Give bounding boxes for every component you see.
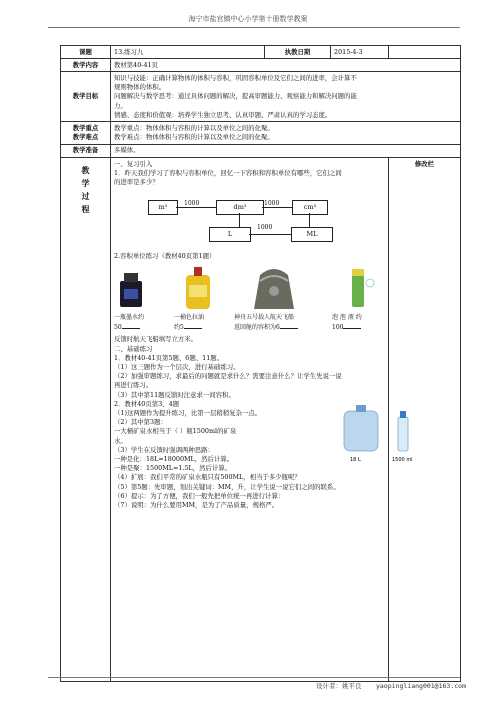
body-line: 一种是化：18L=18000ML，然后计算。 <box>114 454 234 463</box>
keypoints-value <box>111 122 461 144</box>
body-line: （2）加强审题练习，求最后的问题就是求什么？需要注意什么？让学生先说一说 <box>114 372 342 381</box>
body-line: 反馈时航天飞船填写立方米。 <box>114 335 198 344</box>
body-line: （7）说明：为什么要用MM，是为了产品质量，规格严。 <box>114 501 279 509</box>
keypoints-label <box>61 122 111 144</box>
product-illustrations <box>114 261 394 313</box>
process-label <box>61 158 111 682</box>
lesson-value: 13.练习九 <box>111 46 265 59</box>
body-line: （2）其中第3题： <box>114 418 167 427</box>
designer: 设计者：姚平良 <box>316 682 362 690</box>
caption-ink <box>114 313 144 332</box>
unit-box-ml: ML <box>291 227 333 242</box>
goals-value <box>111 72 461 122</box>
ratio-label: 1000 <box>257 224 273 232</box>
body-line: 1．昨天我们学习了容积与容积单位，回忆一下容积和容积单位有哪些，它们之间 <box>114 168 342 177</box>
caption-text: 神舟五号载人航天飞船 <box>234 314 295 322</box>
arrow-line <box>239 213 240 227</box>
water-jug-image <box>344 405 378 451</box>
unit-box-m3: m³ <box>148 200 178 215</box>
body-line: （1）这三题作为一个层次，进行基础练习。 <box>114 362 240 371</box>
caption-text: 约5 <box>174 324 184 332</box>
goal-line: 力。 <box>114 101 127 110</box>
bubble-liquid-image <box>352 269 374 307</box>
process-body <box>111 158 413 682</box>
caption-text: 一桶色拉油 <box>174 314 205 322</box>
process-label-char: 教 <box>81 165 90 176</box>
body-line: 二、基础练习 <box>114 344 153 353</box>
lesson-plan-table <box>60 45 461 682</box>
goals-label: 教学目标 <box>61 72 111 122</box>
body-line: 再进行练习。 <box>114 381 153 390</box>
body-line: 2．教材40页第3、4题 <box>114 399 180 408</box>
exercise-section <box>114 335 413 510</box>
answer-blank <box>122 322 140 329</box>
content-value: 教材第40-41页 <box>111 59 461 72</box>
unit-box-cm3: cm³ <box>292 200 328 215</box>
ink-bottle-image <box>120 273 142 307</box>
row-goals <box>61 72 461 122</box>
body-line: 水。 <box>114 436 127 445</box>
header-rule <box>48 27 460 28</box>
product-images <box>114 261 385 313</box>
process-label-text <box>64 164 107 216</box>
prep-value: 多媒体。 <box>111 144 461 157</box>
caption-text: 返回舱的容积为6 <box>234 324 280 332</box>
body-line: 一大桶矿泉水相当于（ ）瓶1500ml的矿泉 <box>114 427 237 436</box>
keypoint-label: 教学重点 <box>72 123 99 132</box>
date-label: 执教日期 <box>265 46 331 59</box>
unit-box-dm3: dm³ <box>216 200 264 215</box>
difficulty-line: 教学难点：物体体积与容积的计算以及单位之间的化聚。 <box>114 133 274 142</box>
body-line: 2.容积单位练习（教材40页第1题） <box>114 252 216 261</box>
bottle-label-1500ml: 1500 ml <box>392 457 413 464</box>
body-line: （3）其中第11题反馈时注意求一间容积。 <box>114 390 235 399</box>
process-label-char: 学 <box>81 178 90 189</box>
caption-bubble <box>332 313 362 332</box>
body-line: 一种是聚：1500ML=1.5L，然后计算。 <box>114 464 232 473</box>
keypoint-line: 教学重点：物体体积与容积的计算以及单位之间的化聚。 <box>114 123 274 132</box>
ratio-label: 1000 <box>184 200 200 208</box>
revision-label: 修改栏 <box>414 159 435 168</box>
caption-capsule <box>234 313 298 332</box>
difficulty-label: 教学难点 <box>72 133 99 142</box>
caption-oil <box>174 313 204 332</box>
content-label: 教学内容 <box>61 59 111 72</box>
page-header: 海宁市盐官镇中心小学第十册数学教案 <box>188 15 308 23</box>
designer-email: yaopingliang001@163.com <box>375 682 466 690</box>
goal-line: 知识与技能：正确计算物体的体积与容积，巩固容积单位及它们之间的进率，会计算不 <box>114 73 357 82</box>
bottle-label-18l: 18 L <box>350 457 361 464</box>
footer-rule <box>48 677 460 678</box>
row-content <box>61 59 461 72</box>
body-line: （1)这两题作为提升练习，比第一层稍稍复杂一点。 <box>114 408 262 417</box>
row-lesson <box>61 46 461 59</box>
unit-box-l: L <box>209 227 251 242</box>
goal-line: 规则物体的体积。 <box>114 83 166 92</box>
prep-label: 教学准备 <box>61 144 111 157</box>
answer-blank <box>280 322 298 329</box>
date-value: 2015-4-3 <box>331 46 389 59</box>
arrow-line <box>249 234 291 235</box>
body-line: 的进率是多少？ <box>114 177 159 186</box>
empty-cell <box>389 46 461 59</box>
caption-text: 50 <box>114 324 122 332</box>
unit-diagram <box>114 190 385 250</box>
answer-blank <box>343 322 361 329</box>
process-label-char: 程 <box>81 204 90 215</box>
oil-bottle-image <box>186 267 210 309</box>
lesson-label: 课题 <box>61 46 111 59</box>
body-line: （6）提示：为了方便，我们一般先把单位统一再进行计算： <box>114 491 285 500</box>
caption-text: 一瓶墨水约 <box>114 314 145 322</box>
water-bottle-image <box>398 411 408 451</box>
water-bottles-image <box>336 405 420 463</box>
ratio-label: 1000 <box>264 200 280 208</box>
goal-line: 情感、态度和价值观：培养学生独立思考、认真审题、严肃认真的学习态度。 <box>114 110 332 119</box>
body-line: （4）扩展：我们平常的矿泉水瓶只有500ML，相当于多少瓶呢？ <box>114 473 301 482</box>
body-line: （5）第5题：先审题，划出关键词：MM，升，让学生说一说它们之间的联系。 <box>114 482 340 491</box>
body-line: （3）学生在反馈时强调两种思路： <box>114 445 214 454</box>
arrow-line <box>309 213 310 227</box>
row-prep <box>61 144 461 157</box>
spacecraft-capsule-image <box>254 269 294 309</box>
product-captions <box>114 313 385 335</box>
goal-line: 问题解决与数学思考：通过具体问题的解决，提高审题能力、观察能力和解决问题的能 <box>114 92 357 101</box>
caption-text: 泡 泡 液 约 <box>332 314 362 322</box>
page-footer <box>0 681 466 690</box>
row-keypoints <box>61 122 461 144</box>
process-label-char: 过 <box>81 191 90 202</box>
answer-blank <box>184 322 202 329</box>
section-title: 一、复习引入 <box>114 159 153 168</box>
caption-text: 100 <box>332 324 344 332</box>
body-line: 1．教材40-41页第5题、6题、11题。 <box>114 353 224 362</box>
row-process <box>61 158 461 682</box>
